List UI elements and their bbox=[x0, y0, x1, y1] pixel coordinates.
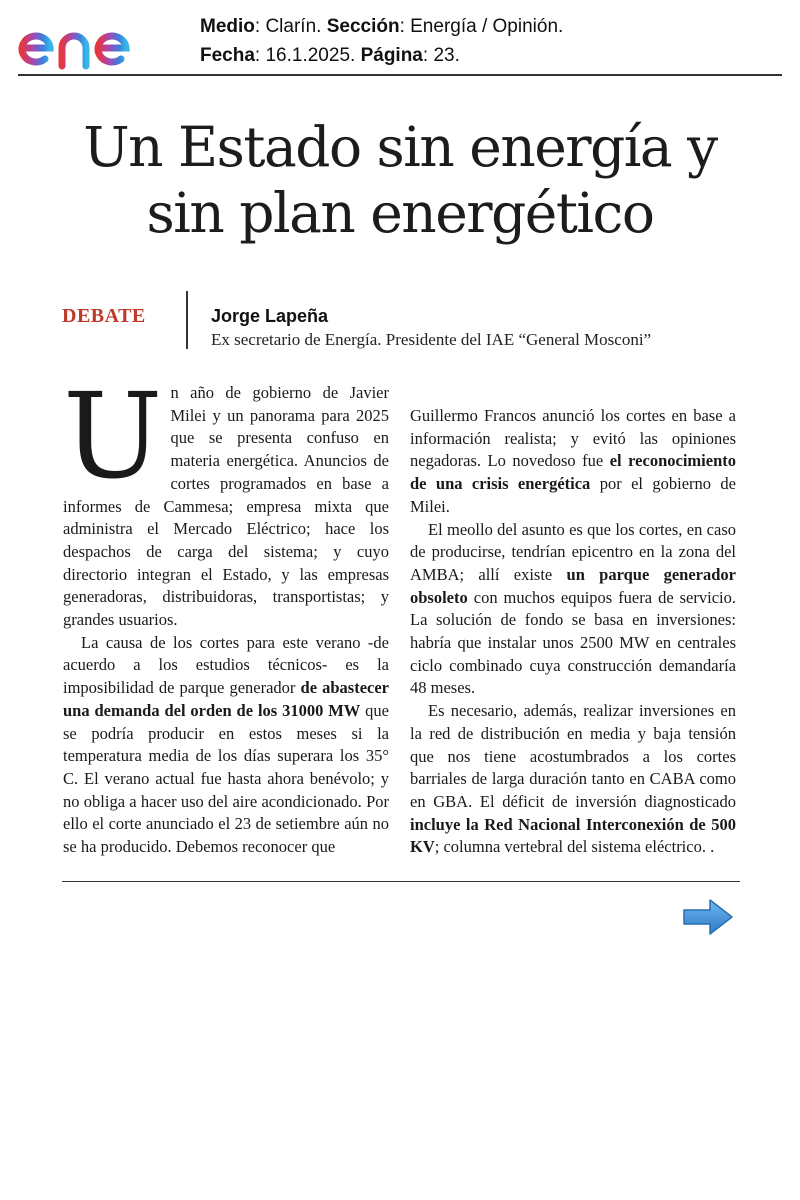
paragraph-1 bbox=[63, 367, 389, 632]
paragraph-2-highlight-b-cont: el reconocimiento de una crisis energética bbox=[410, 451, 736, 494]
paragraph-3-highlight: un parque generador obsoleto bbox=[410, 564, 736, 607]
seccion-value: : Energía / Opinión. bbox=[399, 16, 564, 37]
arrow-right-icon[interactable] bbox=[682, 898, 734, 936]
headline-line-1: Un Estado sin energía y bbox=[83, 115, 717, 179]
paragraph-2-continued bbox=[410, 405, 736, 519]
paragraph-4-text-a: Es necesario, además, realizar inversiones en la red de distribución en media y baja tensión que nos tiene acostumbrados a los cortes barriales de larga duración tanto en CABA como en GBA. El déficit de inversión diagnosticado bbox=[410, 701, 736, 811]
paragraph-2-text-c: que se podría producir en estos meses si la temperatura media de los días superara los 35° C. El verano actual fue hasta ahora benévolo; y no obliga a hacer uso del aire acondicionado. Por ello el corte anunciado el 23 de setiembre aún no se ha producido. Debemos reconocer que bbox=[63, 700, 389, 857]
article-column-right bbox=[410, 405, 736, 859]
pagina-value: : 23. bbox=[422, 45, 460, 66]
seccion-label: Sección bbox=[326, 16, 400, 37]
headline-line-2: sin plan energético bbox=[146, 181, 654, 245]
paragraph-2-text-c-cont: Guillermo Francos anunció los cortes en base a información realista; y evitó las opiniones negadoras. Lo novedoso fue bbox=[410, 406, 736, 471]
pagina-label: Página bbox=[360, 45, 423, 66]
byline-divider bbox=[186, 291, 188, 349]
meta-line-1 bbox=[200, 12, 563, 41]
header-divider bbox=[18, 74, 782, 76]
clipping-meta bbox=[200, 12, 563, 70]
clipping-header bbox=[18, 8, 782, 76]
article-bottom-divider bbox=[62, 881, 740, 882]
paragraph-4-highlight: incluye la Red Nacional Interconexión de 500 KV bbox=[410, 814, 736, 857]
article-column-left bbox=[63, 367, 389, 859]
paragraph-3-text-c: con muchos equipos fuera de servicio. La solución de fondo se basa en inversiones: habría que instalar unos 2500 MW en centrales ciclo combinado cuya construcción demandaría 48 meses. bbox=[410, 587, 736, 698]
paragraph-1-text: n año de gobierno de Javier Milei y un panorama para 2025 que se presenta confuso en materia energética. Anuncios de cortes programados en base a informes de Cammesa; empresa mixta que administra el Mercado Eléctrico; hace los despachos de carga del sistema; y cuyo directorio integran el Estado, y las empresas generadoras, distribuidoras, transportistas; y grandes usuarios. bbox=[63, 383, 389, 630]
fecha-label: Fecha bbox=[200, 45, 255, 66]
meta-line-2 bbox=[200, 41, 563, 70]
paragraph-2-highlight-a: de abastecer una demanda del orden de los 31000 MW bbox=[63, 678, 389, 720]
author-role: Ex secretario de Energía. Presidente del IAE “General Mosconi” bbox=[211, 330, 652, 349]
drop-cap: U bbox=[63, 367, 163, 505]
fecha-value: : 16.1.2025. bbox=[254, 45, 361, 66]
medio-label: Medio bbox=[200, 16, 255, 37]
paragraph-4 bbox=[410, 700, 736, 859]
paragraph-4-text-c: ; columna vertebral del sistema eléctrico. . bbox=[434, 837, 715, 857]
paragraph-3-text-a: El meollo del asunto es que los cortes, en caso de producirse, tendrían epicentro en la zona del AMBA; allí existe bbox=[410, 519, 736, 584]
paragraph-2 bbox=[63, 632, 389, 859]
section-tag: DEBATE bbox=[62, 305, 146, 327]
author-name: Jorge Lapeña bbox=[211, 306, 329, 326]
paragraph-2-text-a: La causa de los cortes para este verano -de acuerdo a los estudios técnicos- es la imposibilidad de parque generador bbox=[63, 632, 389, 698]
paragraph-3 bbox=[410, 519, 736, 701]
enel-logo bbox=[18, 10, 168, 70]
article-headline bbox=[30, 114, 770, 246]
paragraph-2-text-e-cont: por el gobierno de Milei. bbox=[410, 474, 736, 516]
medio-value: : Clarín. bbox=[254, 16, 327, 37]
